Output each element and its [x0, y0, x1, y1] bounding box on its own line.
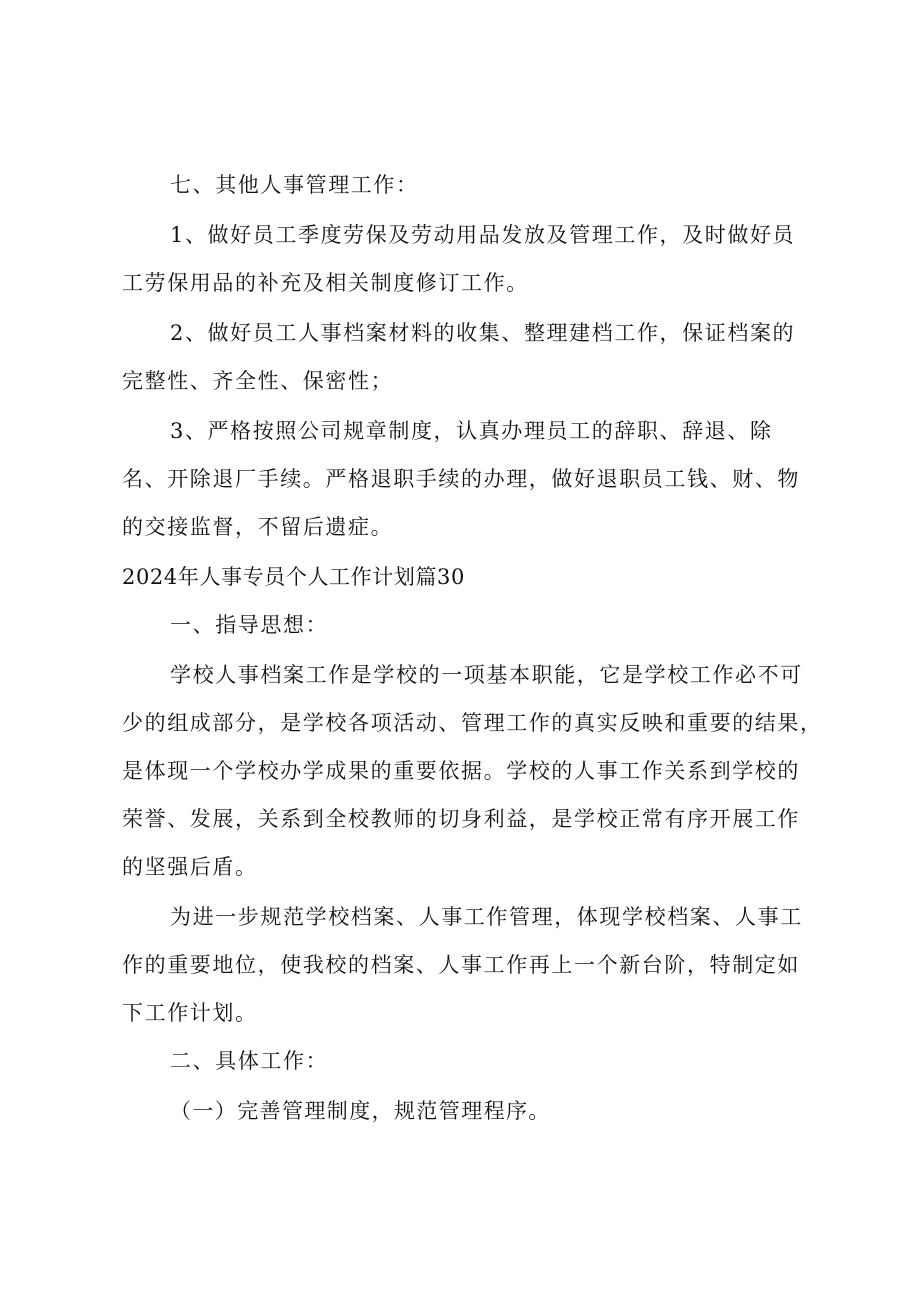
- paragraph-line: 下工作计划。: [122, 1001, 258, 1025]
- section-heading-guiding-thought: 一、指导思想：: [170, 613, 329, 637]
- paragraph-line: 为进一步规范学校档案、人事工作管理，体现学校档案、人事工: [170, 905, 803, 929]
- paragraph-line: 完整性、齐全性、保密性；: [122, 369, 394, 393]
- paragraph-line: 学校人事档案工作是学校的一项基本职能，它是学校工作必不可: [170, 663, 803, 687]
- paragraph-line: 的坚强后盾。: [122, 855, 258, 879]
- paragraph-line: 是体现一个学校办学成果的重要依据。学校的人事工作关系到学校的: [122, 759, 800, 783]
- section-heading-specific-work: 二、具体工作：: [170, 1049, 329, 1073]
- paragraph-line: 2、做好员工人事档案材料的收集、整理建档工作，保证档案的: [170, 321, 796, 345]
- paragraph-line: 1、做好员工季度劳保及劳动用品发放及管理工作，及时做好员: [170, 223, 796, 247]
- paragraph-line: 少的组成部分，是学校各项活动、管理工作的真实反映和重要的结果，: [122, 711, 823, 735]
- plan-title: 2024年人事专员个人工作计划篇30: [122, 565, 465, 589]
- paragraph-line: 工劳保用品的补充及相关制度修订工作。: [122, 271, 529, 295]
- section-heading-other-hr-work: 七、其他人事管理工作：: [170, 173, 419, 197]
- sub-heading-management-system: （一）完善管理制度，规范管理程序。: [170, 1099, 551, 1123]
- paragraph-line: 的交接监督，不留后遗症。: [122, 515, 394, 539]
- paragraph-line: 名、开除退厂手续。严格退职手续的办理，做好退职员工钱、财、物: [122, 467, 800, 491]
- paragraph-line: 作的重要地位，使我校的档案、人事工作再上一个新台阶，特制定如: [122, 953, 800, 977]
- paragraph-line: 3、严格按照公司规章制度，认真办理员工的辞职、辞退、除: [170, 419, 773, 443]
- paragraph-line: 荣誉、发展，关系到全校教师的切身利益，是学校正常有序开展工作: [122, 807, 800, 831]
